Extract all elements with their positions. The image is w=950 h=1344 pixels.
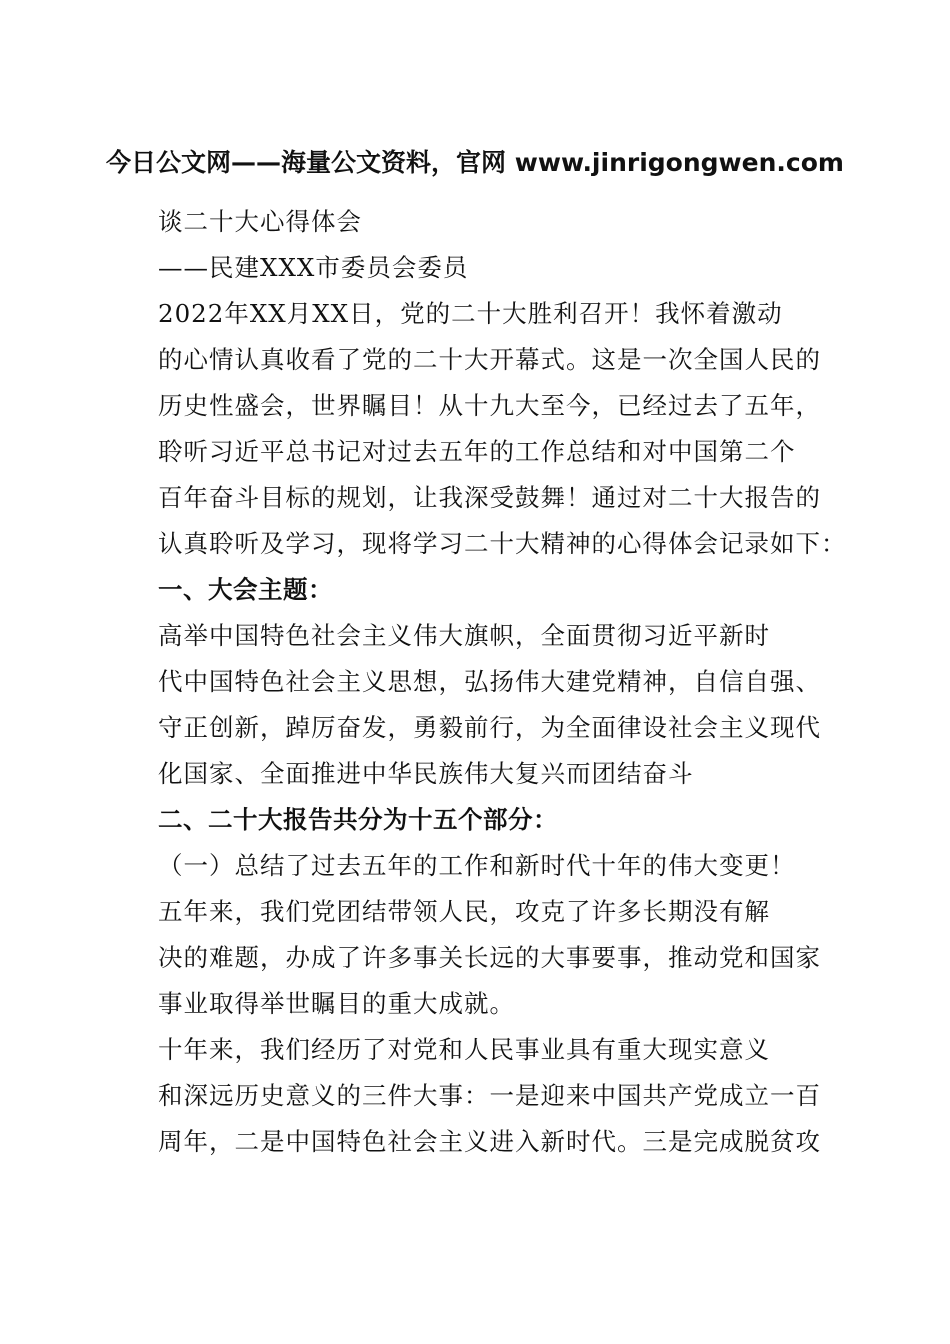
paragraph-line: 化国家、全面推进中华民族伟大复兴而团结奋斗 [158, 759, 694, 788]
paragraph-line: 决的难题，办成了许多事关长远的大事要事，推动党和国家 [158, 943, 821, 972]
paragraph-line: 守正创新，踔厉奋发，勇毅前行，为全面律设社会主义现代 [158, 713, 821, 742]
subsection-heading: （一）总结了过去五年的工作和新时代十年的伟大变更！ [158, 851, 796, 880]
paragraph-line: 十年来，我们经历了对党和人民事业具有重大现实意义 [158, 1035, 770, 1064]
article-title: 谈二十大心得体会 [158, 207, 362, 236]
paragraph-line: 事业取得举世瞩目的重大成就。 [158, 989, 515, 1018]
paragraph-line: 2022年XX月XX日，党的二十大胜利召开！我怀着激动 [158, 299, 783, 328]
section-heading: 二、二十大报告共分为十五个部分： [158, 805, 558, 834]
paragraph-line: 聆听习近平总书记对过去五年的工作总结和对中国第二个 [158, 437, 796, 466]
site-header: 今日公文网——海量公文资料，官网 www.jinrigongwen.com [106, 148, 844, 177]
section-heading: 一、大会主题： [158, 575, 333, 604]
paragraph-line: 的心情认真收看了党的二十大开幕式。这是一次全国人民的 [158, 345, 821, 374]
article-author: ——民建XXX市委员会委员 [158, 253, 469, 282]
paragraph-line: 百年奋斗目标的规划，让我深受鼓舞！通过对二十大报告的 [158, 483, 821, 512]
paragraph-line: 和深远历史意义的三件大事：一是迎来中国共产党成立一百 [158, 1081, 821, 1110]
paragraph-line: 认真聆听及学习，现将学习二十大精神的心得体会记录如下： [158, 529, 847, 558]
paragraph-line: 高举中国特色社会主义伟大旗帜，全面贯彻习近平新时 [158, 621, 770, 650]
paragraph-line: 代中国特色社会主义思想，弘扬伟大建党精神，自信自强、 [158, 667, 821, 696]
paragraph-line: 周年，二是中国特色社会主义进入新时代。三是完成脱贫攻 [158, 1127, 821, 1156]
paragraph-line: 历史性盛会，世界瞩目！从十九大至今，已经过去了五年， [158, 391, 821, 420]
paragraph-line: 五年来，我们党团结带领人民，攻克了许多长期没有解 [158, 897, 770, 926]
